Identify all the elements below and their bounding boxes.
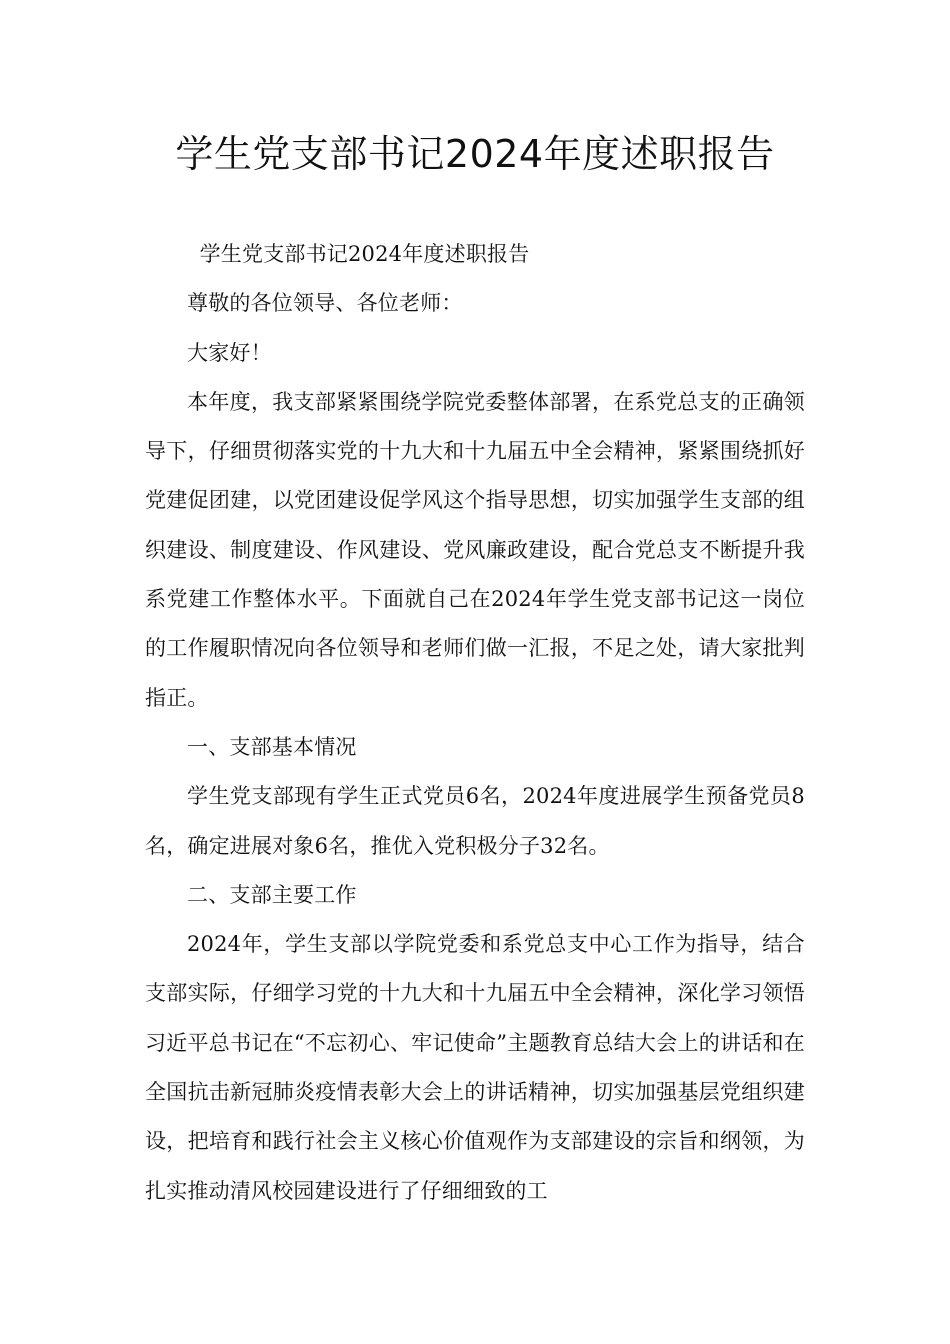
section-heading-main-work: 二、支部主要工作 (187, 882, 357, 907)
body-paragraph-salutation: 尊敬的各位领导、各位老师： (187, 291, 463, 316)
document-body (145, 230, 805, 1216)
document-title: 学生党支部书记2024年度述职报告 (175, 132, 775, 176)
body-paragraph-basic-info: 学生党支部现有学生正式党员6名，2024年度进展学生预备党员8名，确定进展对象6名，推优入党积极分子32名。 (145, 784, 805, 858)
body-paragraph-main-work: 2024年，学生支部以学院党委和系党总支中心工作为指导，结合支部实际，仔细学习党的十九大和十九届五中全会精神，深化学习领悟习近平总书记在“不忘初心、牢记使命”主题教育总结大会上的讲话和在全国抗击新冠肺炎疫情表彰大会上的讲话精神，切实加强基层党组织建设，把培育和践行社会主义核心价值观作为支部建设的宗旨和纲领，为扎实推动清风校园建设进行了仔细细致的工 (145, 932, 805, 1203)
body-paragraph-intro: 本年度，我支部紧紧围绕学院党委整体部署，在系党总支的正确领导下，仔细贯彻落实党的十九大和十九届五中全会精神，紧紧围绕抓好党建促团建，以党团建设促学风这个指导思想，切实加强学生支部的组织建设、制度建设、作风建设、党风廉政建设，配合党总支不断提升我系党建工作整体水平。下面就自己在2024年学生党支部书记这一岗位的工作履职情况向各位领导和老师们做一汇报，不足之处，请大家批判指正。 (145, 389, 805, 710)
section-heading-basic-info: 一、支部基本情况 (187, 734, 357, 759)
body-paragraph-subtitle: 学生党支部书记2024年度述职报告 (199, 242, 530, 266)
body-paragraph-greeting: 大家好！ (187, 340, 272, 365)
